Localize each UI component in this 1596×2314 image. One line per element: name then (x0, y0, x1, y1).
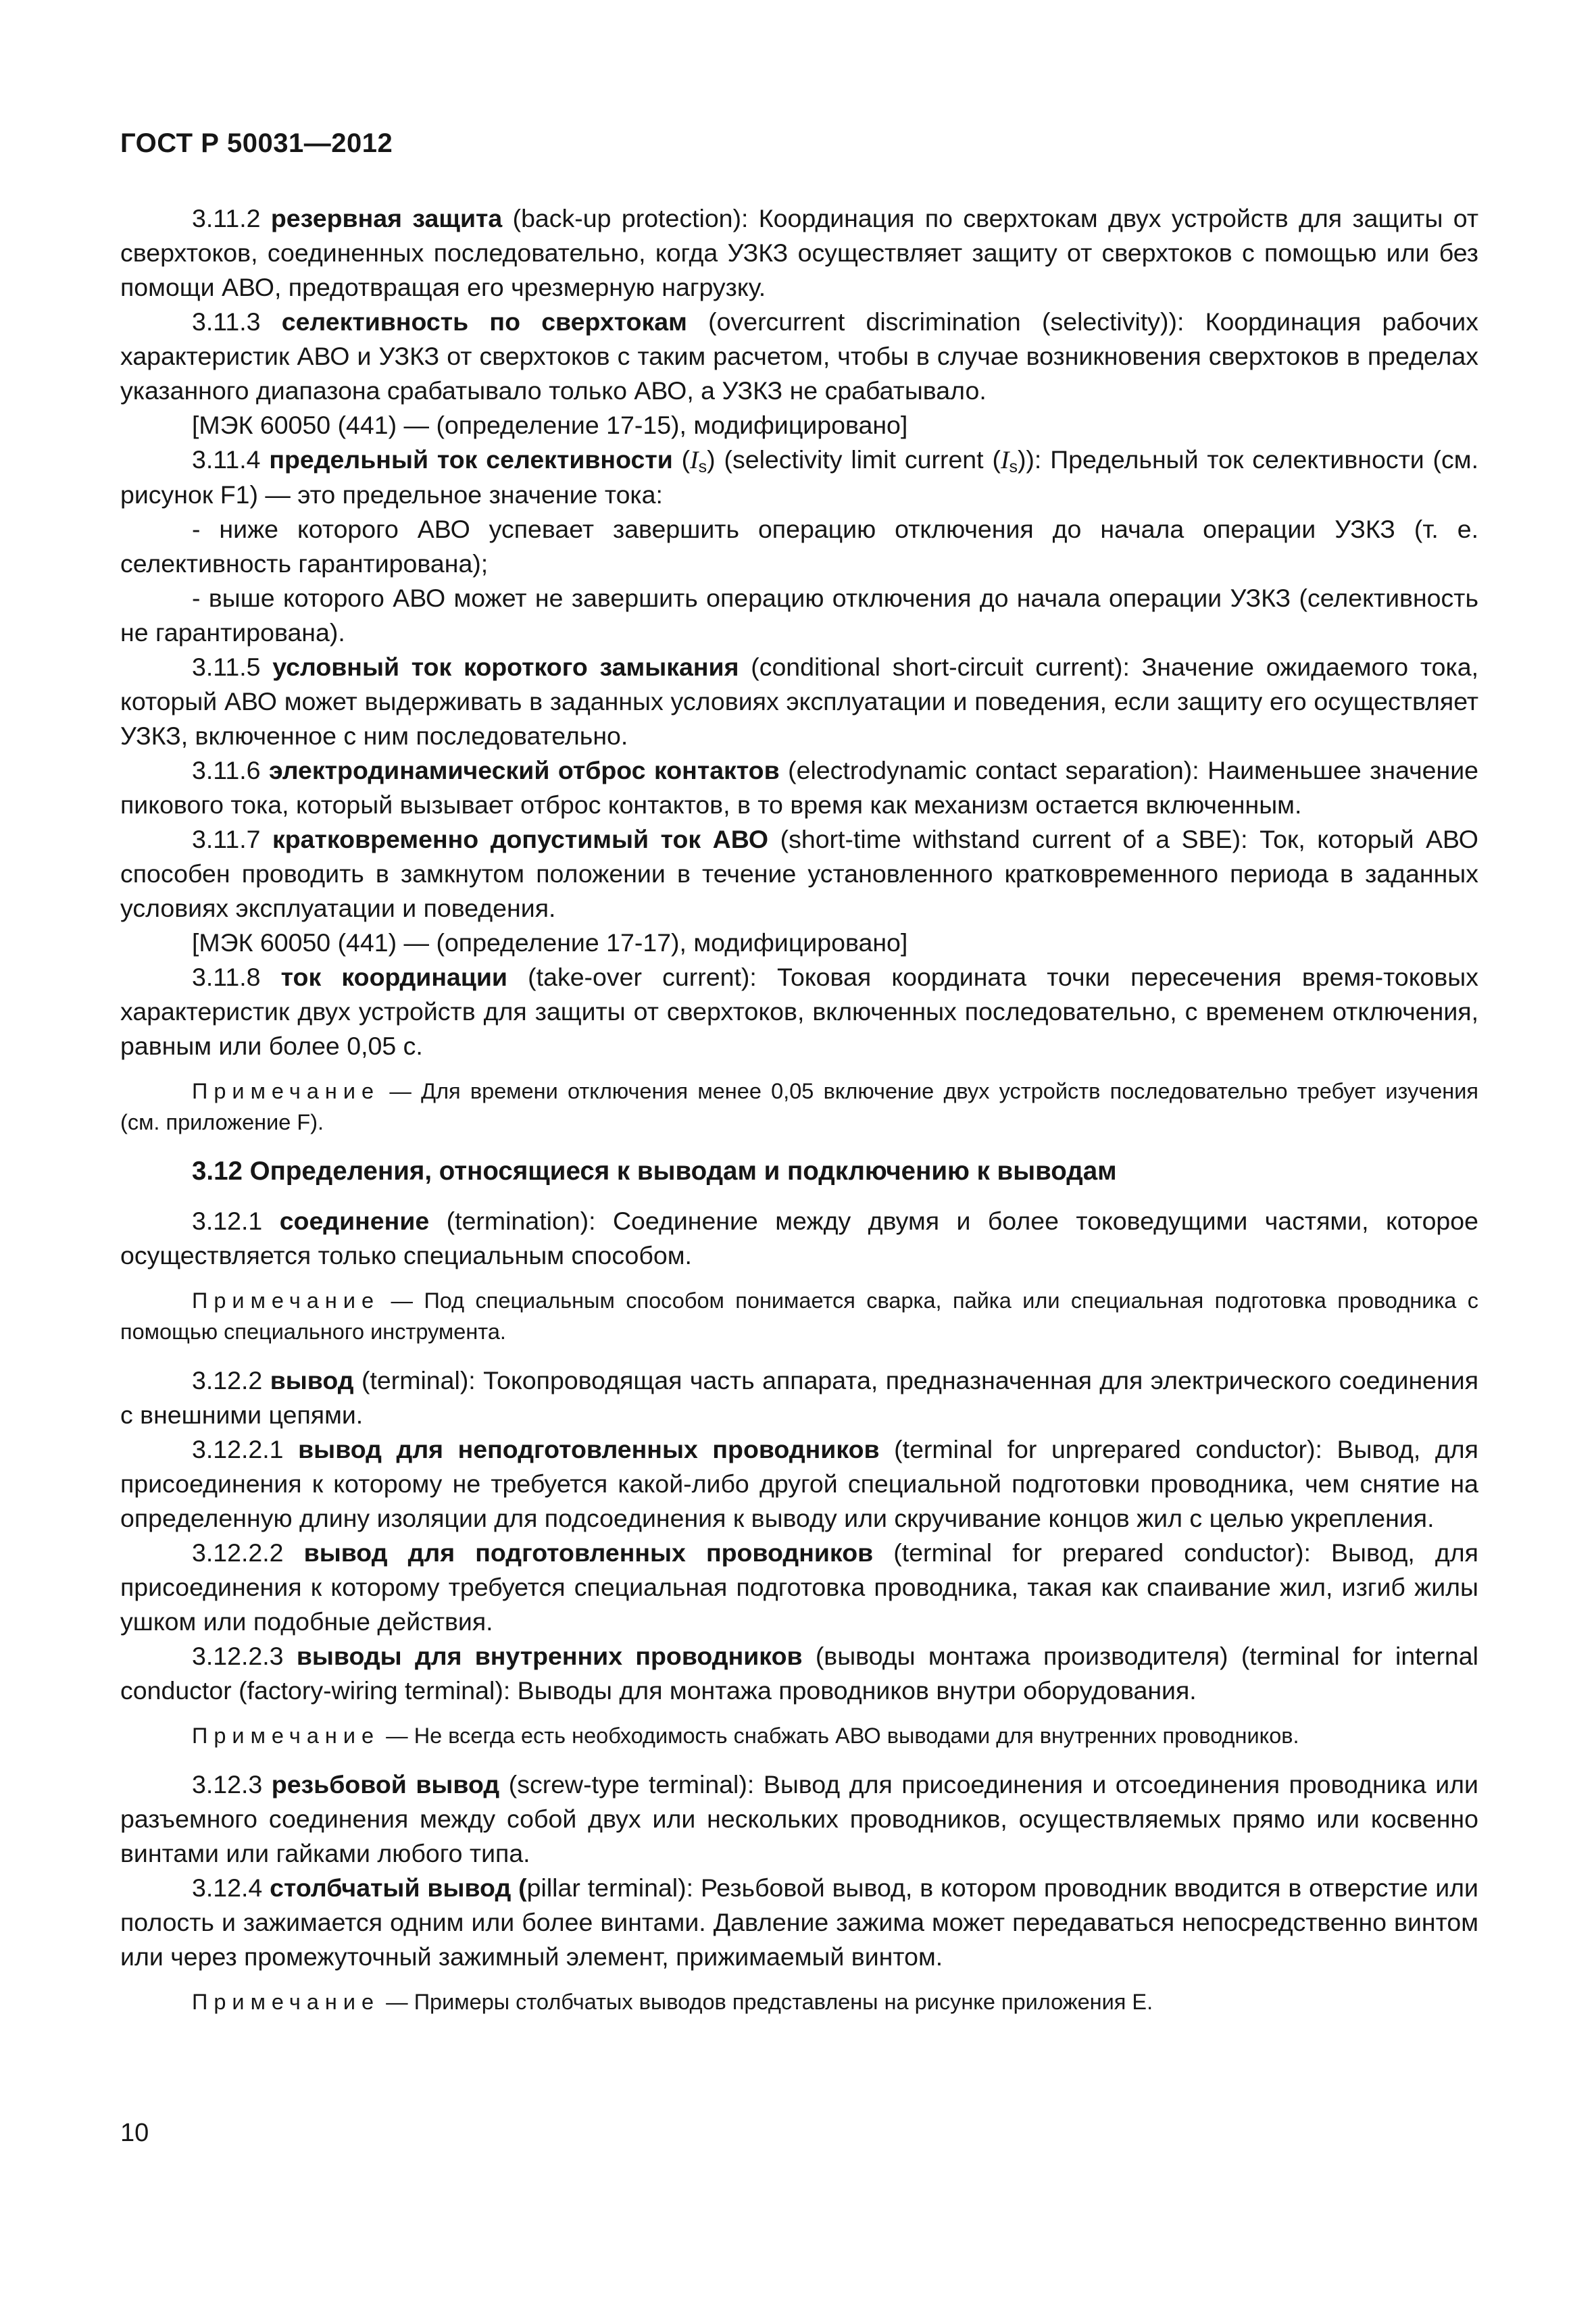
note-label: Примечание (192, 1288, 380, 1313)
term: резервная защита (270, 204, 503, 232)
definition-3-12-2-3: 3.12.2.3 выводы для внутренних проводников (выводы монтажа производителя) (terminal for internal conductor (factory-wiring terminal): Выводы для монтажа проводников внутри оборудования. (120, 1642, 1478, 1705)
note-3-12-1: Примечание — Под специальным способом понимается сварка, пайка или специальная подготовка проводника с помощью специального инструмента. (120, 1288, 1479, 1344)
document-body (120, 201, 1478, 2034)
section-heading-3-12: 3.12 Определения, относящиеся к выводам и подключению к выводам (192, 1157, 1117, 1186)
reference-17-17: [МЭК 60050 (441) — (определение 17-17), модифицировано] (192, 928, 908, 957)
term: вывод для подготовленных проводников (303, 1538, 874, 1567)
term: ток координации (280, 963, 507, 991)
list-item-above: - выше которого АВО может не завершить операцию отключения до начала операции УЗКЗ (селективность не гарантирована). (120, 584, 1478, 647)
term: предельный ток селективности (269, 445, 673, 474)
definition-3-12-3: 3.12.3 резьбовой вывод (screw-type terminal): Вывод для присоединения и отсоединения проводника или разъемного соединения между собой двух или нескольких проводников, осуществляемых прямо или косвенно винтами или гайками любого типа. (120, 1770, 1478, 1867)
term: вывод для неподготовленных проводников (298, 1435, 880, 1463)
term: резьбовой вывод (271, 1770, 500, 1799)
note-3-11-8: Примечание — Для времени отключения менее 0,05 включение двух устройств последовательно требует изучения (см. приложение F). (120, 1079, 1479, 1134)
definition-3-11-2: 3.11.2 резервная защита (back-up protection): Координация по сверхтокам двух устройств для защиты от сверхтоков, соединенных последовательно, когда УЗКЗ осуществляет защиту от сверхтоков с помощью или без помощи АВО, предотвращая его чрезмерную нагрузку. (120, 204, 1478, 301)
definition-3-11-8: 3.11.8 ток координации (take-over current): Токовая координата точки пересечения время-токовых характеристик двух устройств для защиты от сверхтоков, включенных последовательно, с временем отключения, равным или более 0,05 с. (120, 963, 1479, 1060)
definition-3-11-7: 3.11.7 кратковременно допустимый ток АВО (short-time withstand current of a SBE): Ток, который АВО способен проводить в замкнутом положении в течение установленного кратковременного периода в заданных условиях эксплуатации и поведения. (120, 825, 1478, 922)
term: выводы для внутренних проводников (296, 1642, 803, 1670)
term: селективность по сверхтокам (281, 307, 687, 336)
definition-3-12-1: 3.12.1 соединение (termination): Соединение между двумя и более токоведущими частями, которое осуществляется только специальным способом. (120, 1207, 1478, 1269)
term: кратковременно допустимый ток АВО (272, 825, 769, 853)
note-3-12-4: Примечание — Примеры столбчатых выводов представлены на рисунке приложения Е. (192, 1990, 1153, 2014)
definition-3-11-3: 3.11.3 селективность по сверхтокам (overcurrent discrimination (selectivity)): Координация рабочих характеристик АВО и УЗКЗ от сверхтоков с таким расчетом, чтобы в случае возникновения сверхтоков в пределах указанного диапазона срабатывало только АВО, а УЗКЗ не срабатывало. (120, 307, 1478, 405)
definition-3-12-4: 3.12.4 столбчатый вывод (pillar terminal): Резьбовой вывод, в котором проводник вводится в отверстие или полость и зажимается одним или более винтами. Давление зажима может передаваться непосредственно винтом или через промежуточный зажимный элемент, прижимаемый винтом. (120, 1873, 1478, 1971)
note-label: Примечание (192, 1724, 380, 1748)
note-label: Примечание (192, 1990, 380, 2014)
note-label: Примечание (192, 1079, 380, 1103)
definition-3-11-4: 3.11.4 предельный ток селективности $(I_s)$ (selectivity limit current $(I_s)$): Предельный ток селективности (см. рисунок F1) — это предельное значение тока: (120, 445, 1478, 509)
term: столбчатый вывод ( (270, 1873, 527, 1902)
document-header: ГОСТ Р 50031—2012 (120, 128, 393, 158)
definition-3-12-2-2: 3.12.2.2 вывод для подготовленных проводников (terminal for prepared conductor): Вывод, для присоединения к которому требуется специальная подготовка проводника, такая как спаивание жил, изгиб жилы ушком или подобные действия. (120, 1538, 1478, 1636)
term: вывод (270, 1366, 354, 1394)
term: электродинамический отброс контактов (268, 756, 780, 784)
definition-3-12-2: 3.12.2 вывод (terminal): Токопроводящая часть аппарата, предназначенная для электрического соединения с внешними цепями. (120, 1366, 1479, 1429)
reference-17-15: [МЭК 60050 (441) — (определение 17-15), модифицировано] (192, 411, 908, 439)
definition-3-11-5: 3.11.5 условный ток короткого замыкания (conditional short-circuit current): Значение ожидаемого тока, который АВО может выдерживать в заданных условиях эксплуатации и поведения, если защиту его осуществляет УЗКЗ, включенное с ним последовательно. (120, 653, 1478, 750)
term: условный ток короткого замыкания (272, 653, 739, 681)
list-item-below: - ниже которого АВО успевает завершить операцию отключения до начала операции УЗКЗ (т. е. селективность гарантирована); (120, 515, 1478, 578)
note-3-12-2-3: Примечание — Не всегда есть необходимость снабжать АВО выводами для внутренних проводников. (192, 1724, 1299, 1748)
definition-3-12-2-1: 3.12.2.1 вывод для неподготовленных проводников (terminal for unprepared conductor): Вывод, для присоединения к которому не требуется какой-либо другой специальной подготовки проводника, чем снятие на определенную длину изоляции для подсоединения к выводу или скручивание концов жил с целью укрепления. (120, 1435, 1478, 1532)
term: соединение (279, 1207, 430, 1235)
page-number: 10 (120, 2119, 149, 2147)
definition-3-11-6: 3.11.6 электродинамический отброс контактов (electrodynamic contact separation): Наименьшее значение пикового тока, который вызывает отброс контактов, в то время как механизм остается включенным. (120, 756, 1479, 819)
